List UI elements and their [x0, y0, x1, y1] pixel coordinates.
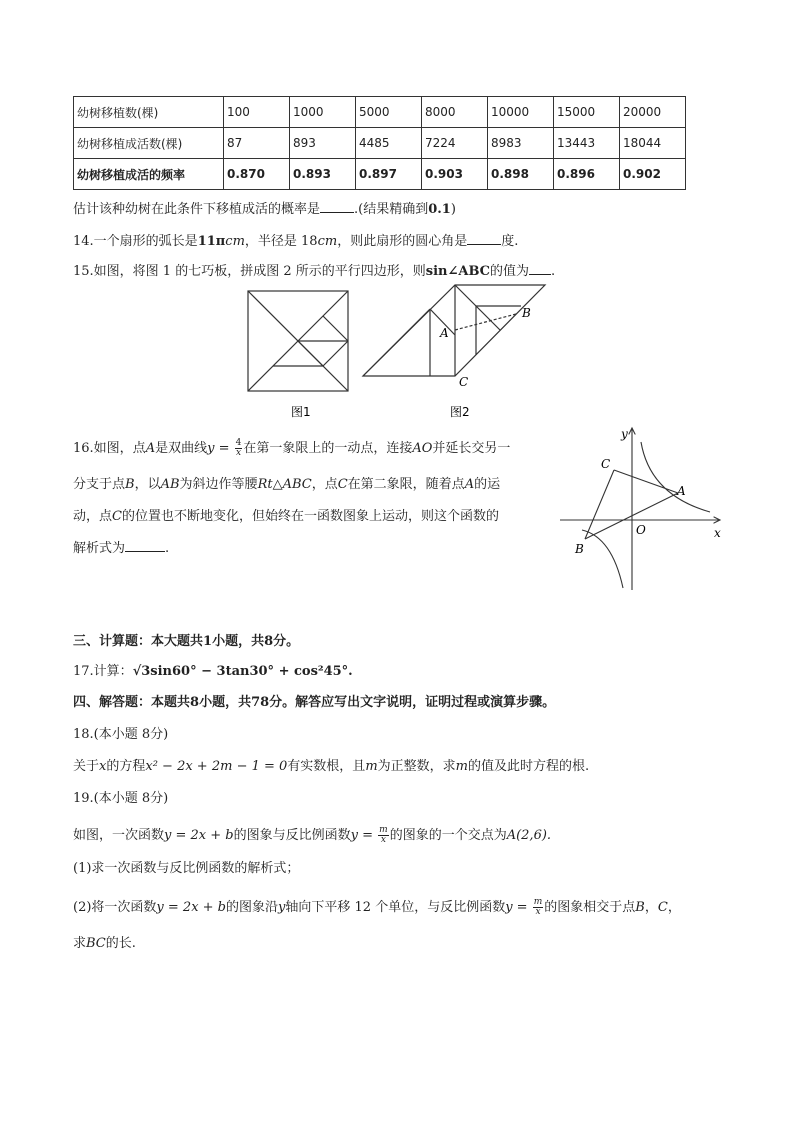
answer-blank [125, 539, 165, 552]
fraction-m-over-x: $\frac{m}{x}$ [379, 825, 388, 845]
table-cell: 0.898 [488, 159, 554, 190]
table-row [74, 128, 686, 159]
q18-body: 关于x的方程x² − 2x + 2m − 1 = 0有实数根，且m为正整数，求m的值及此时方程的根. [73, 759, 590, 774]
fraction-4-over-x: $\frac{4}{x}$ [235, 438, 242, 458]
fig1-caption: 图1 [291, 405, 311, 419]
answer-blank [320, 200, 354, 213]
q18-head: 18.(本小题 8分) [73, 727, 169, 742]
table-cell: 8000 [422, 97, 488, 128]
table-cell: 0.893 [290, 159, 356, 190]
row-header: 幼树移植成活数(棵) [74, 128, 224, 159]
table-cell: 1000 [290, 97, 356, 128]
fig2-label-b: B [522, 306, 531, 320]
q19-line1: 如图，一次函数y = 2x + b的图象与反比例函数y = $\frac{m}{x}$ 的图象的一个交点为A(2,6). [73, 825, 552, 845]
table-row [74, 159, 686, 190]
table-cell: 15000 [554, 97, 620, 128]
axis-label-x: x [714, 526, 721, 540]
answer-blank [529, 262, 551, 275]
table-cell: 4485 [356, 128, 422, 159]
q13-tail: 估计该种幼树在此条件下移植成活的概率是 .(结果精确到0.1) [73, 202, 456, 217]
point-label-c: C [601, 457, 611, 471]
table-cell: 0.902 [620, 159, 686, 190]
answer-blank [467, 232, 501, 245]
axis-label-y: y [621, 427, 628, 441]
fig2-label-c: C [459, 375, 469, 389]
table-cell: 10000 [488, 97, 554, 128]
table-cell: 87 [224, 128, 290, 159]
q19-part1: (1)求一次函数与反比例函数的解析式； [73, 861, 300, 876]
table-cell: 893 [290, 128, 356, 159]
table-cell: 8983 [488, 128, 554, 159]
q16-line1: 16.如图，点A是双曲线y = $\frac{4}{x}$ 在第一象限上的一动点，连接AO并延长交另一 [73, 438, 511, 458]
q16-line2: 分支于点B，以AB为斜边作等腰Rt△ABC，点C在第二象限，随着点A的运 [73, 477, 501, 492]
point-label-b: B [575, 542, 584, 556]
row-header: 幼树移植成活的频率 [74, 159, 224, 190]
table-row [74, 97, 686, 128]
table-cell: 100 [224, 97, 290, 128]
q16-line4: 解析式为 . [73, 541, 170, 556]
table-cell: 0.896 [554, 159, 620, 190]
section-3-heading: 三、计算题：本大题共1小题，共8分。 [73, 634, 300, 649]
q19-head: 19.(本小题 8分) [73, 791, 169, 806]
fig2-label-a: A [440, 326, 449, 340]
table-cell: 5000 [356, 97, 422, 128]
table-cell: 20000 [620, 97, 686, 128]
table-cell: 7224 [422, 128, 488, 159]
q14: 14.一个扇形的弧长是11πcm，半径是 18cm，则此扇形的圆心角是 度. [73, 234, 519, 249]
q17: 17.计算：√3sin60° − 3tan30° + cos²45°. [73, 664, 353, 679]
tangram-figure [240, 284, 560, 422]
seedling-table [73, 96, 686, 190]
table-cell: 0.903 [422, 159, 488, 190]
fig2-caption: 图2 [450, 405, 470, 419]
section-4-heading: 四、解答题：本题共8小题，共78分。解答应写出文字说明，证明过程或演算步骤。 [73, 695, 556, 710]
origin-label: O [636, 523, 646, 537]
table-cell: 0.870 [224, 159, 290, 190]
point-label-a: A [677, 484, 686, 498]
q19-part2: (2)将一次函数y = 2x + b的图象沿y轴向下平移 12 个单位，与反比例函数y = $\frac{m}{x}$ 的图象相交于点B，C， [73, 897, 681, 917]
hyperbola-figure [556, 422, 726, 592]
table-cell: 18044 [620, 128, 686, 159]
q15: 15.如图，将图 1 的七巧板，拼成图 2 所示的平行四边形，则sin∠ABC的值为 . [73, 264, 556, 279]
q19-line3: 求BC的长. [73, 936, 136, 951]
row-header: 幼树移植数(棵) [74, 97, 224, 128]
fraction-m-over-x-2: $\frac{m}{x}$ [533, 897, 543, 917]
table-cell: 0.897 [356, 159, 422, 190]
table-cell: 13443 [554, 128, 620, 159]
q16-line3: 动，点C的位置也不断地变化，但始终在一函数图象上运动，则这个函数的 [73, 509, 499, 524]
